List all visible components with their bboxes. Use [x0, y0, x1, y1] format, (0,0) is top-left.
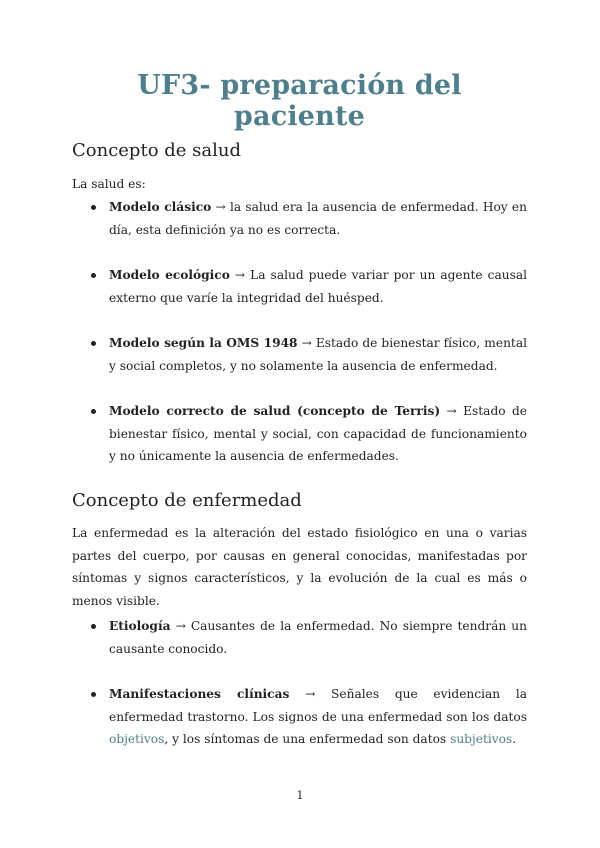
- list-item: Modelo clásico → la salud era la ausencia de enfermedad. Hoy en día, esta definición ya no es correcta.: [109, 196, 527, 241]
- section-paragraph: La enfermedad es la alteración del estado fisiológico en una o varias partes del cuerpo, por causas en general conocidas, manifestadas por síntomas y signos característicos, y la evolución de la cual es más o menos visible.: [72, 526, 527, 608]
- list-item: Modelo ecológico → La salud puede variar por un agente causal externo que varíe la integridad del huésped.: [109, 264, 527, 309]
- section-heading-salud: Concepto de salud: [72, 140, 241, 161]
- highlight-objetivos: objetivos: [109, 732, 165, 746]
- section-heading-enfermedad: Concepto de enfermedad: [72, 490, 302, 511]
- section-intro: La salud es:: [72, 177, 146, 191]
- page-number: 1: [296, 789, 304, 802]
- bullet-icon: [91, 341, 96, 346]
- highlight-subjetivos: subjetivos: [450, 732, 513, 746]
- bullet-icon: [91, 624, 96, 629]
- bullet-icon: [91, 409, 96, 414]
- list-item: Modelo según la OMS 1948 → Estado de bienestar físico, mental y social completos, y no solamente la ausencia de enfermedad.: [109, 332, 527, 377]
- list-item: Modelo correcto de salud (concepto de Terris) → Estado de bienestar físico, mental y social, con capacidad de funcionamiento y no únicamente la ausencia de enfermedades.: [109, 400, 527, 468]
- list-item: Manifestaciones clínicas → Señales que evidencian la enfermedad trastorno. Los signos de una enfermedad son los datos objetivos, y los síntomas de una enfermedad son datos subjetivos.: [109, 683, 527, 751]
- document-title: UF3- preparación del paciente: [137, 70, 462, 132]
- bullet-icon: [91, 205, 96, 210]
- list-item: Etiología → Causantes de la enfermedad. No siempre tendrán un causante conocido.: [109, 615, 527, 660]
- bullet-icon: [91, 692, 96, 697]
- bullet-icon: [91, 273, 96, 278]
